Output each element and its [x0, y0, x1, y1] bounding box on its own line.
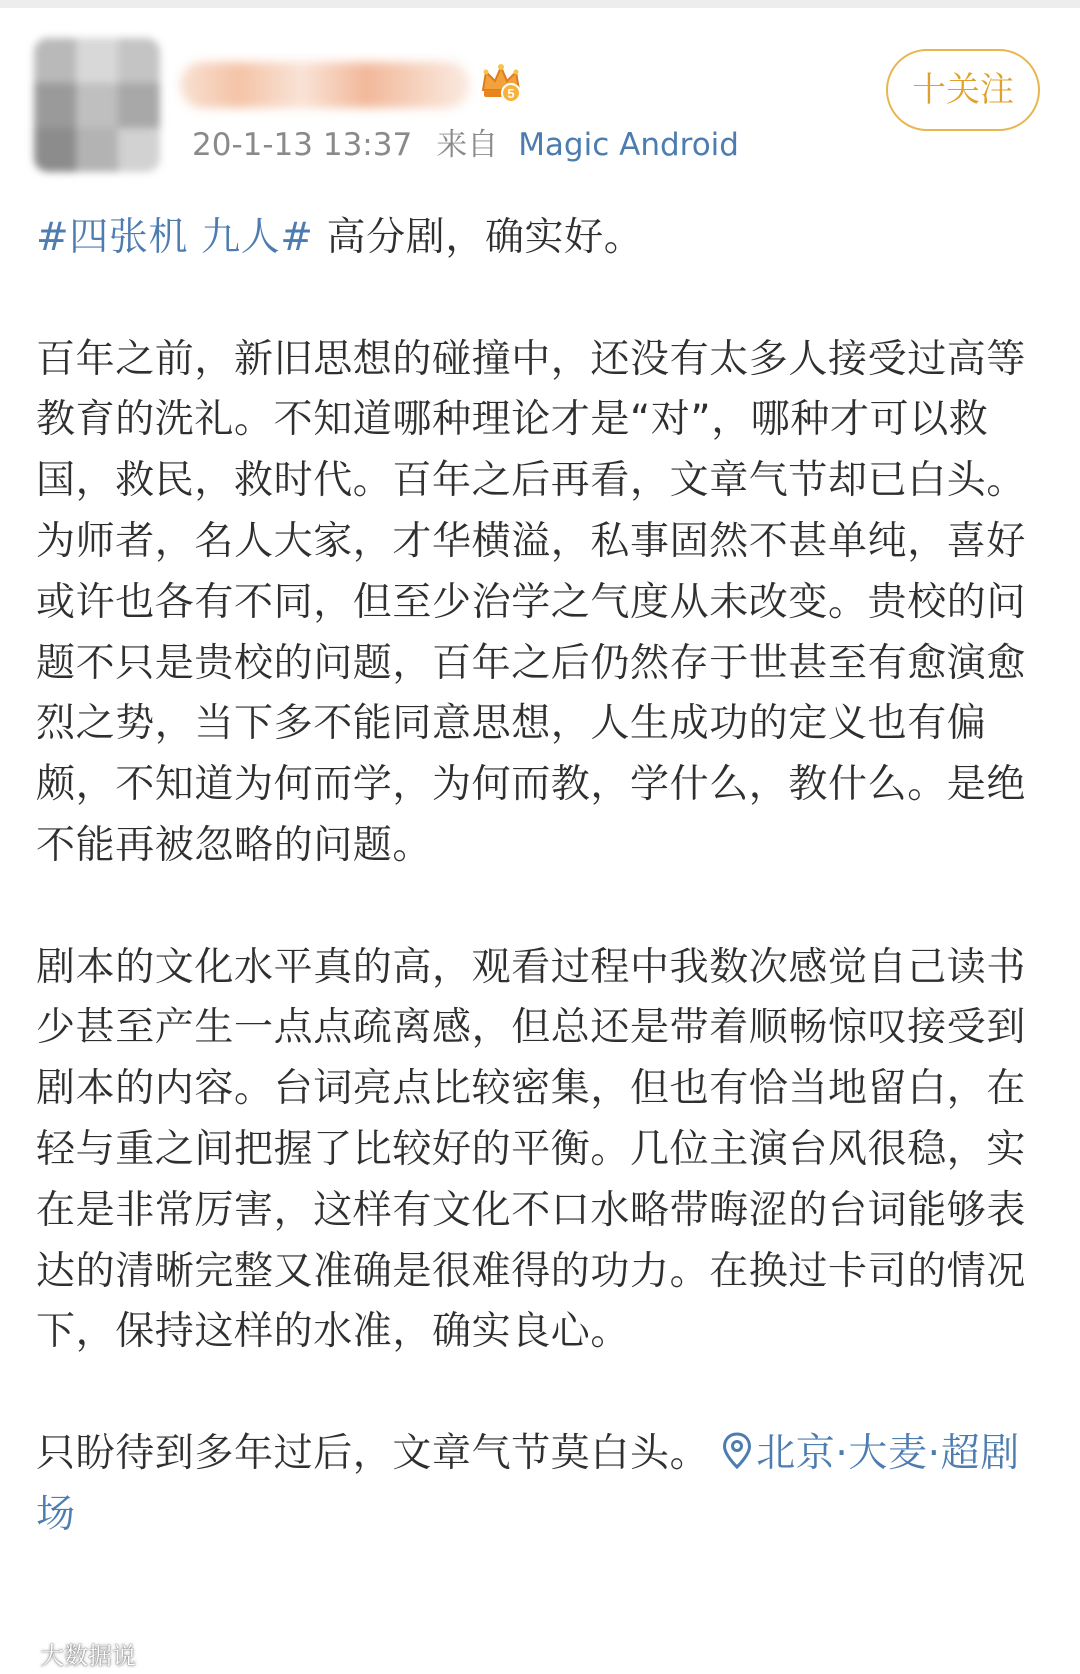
location-pin-icon — [722, 1432, 752, 1470]
weibo-logo-icon — [8, 1643, 38, 1669]
intro-text: 高分剧，确实好。 — [313, 215, 644, 260]
post-meta — [192, 125, 739, 165]
post-paragraph: 剧本的文化水平真的高，观看过程中我数次感觉自己读书少甚至产生一点点疏离感，但总还是带着顺畅惊叹接受到剧本的内容。台词亮点比较密集，但也有恰当地留白，在轻与重之间把握了比较好的平衡。几位主演台风很稳，实在是非常厉害，这样有文化不口水略带晦涩的台词能够表达的清晰完整又准确是很难得的功力。在换过卡司的情况下，保持这样的水准，确实良心。 — [36, 944, 1027, 1355]
topic-hashtag-link[interactable]: #四张机 九人# — [36, 215, 314, 260]
post-paragraph: 百年之前，新旧思想的碰撞中，还没有太多人接受过高等教育的洗礼。不知道哪种理论才是“对”，哪种才可以救国，救民，救时代。百年之后再看，文章气节却已白头。为师者，名人大家，才华横溢，私事固然不甚单纯，喜好或许也各有不同，但至少治学之气度从未改变。贵校的问题不只是贵校的问题，百年之后仍然存于世甚至有愈演愈烈之势，当下多不能同意思想，人生成功的定义也有偏颇，不知道为何而学，为何而教，学什么，教什么。是绝不能再被忽略的问题。 — [36, 336, 1027, 868]
source-app-link[interactable]: Magic Android — [518, 127, 739, 163]
username-blurred[interactable] — [180, 62, 470, 108]
closing-text: 只盼待到多年过后，文章气节莫白头。 — [36, 1430, 710, 1476]
post-timestamp: 20-1-13 13:37 — [192, 127, 413, 163]
location-text: 北京·大麦·超剧场 — [36, 1430, 1020, 1537]
vip-level: 5 — [507, 86, 515, 101]
watermark — [8, 1638, 136, 1674]
watermark-text: 大数据说 — [40, 1642, 136, 1670]
post-closing — [36, 1424, 1036, 1546]
vip-crown-icon — [478, 60, 524, 106]
weibo-post-card — [0, 8, 1080, 1672]
top-divider — [0, 0, 1080, 8]
source-prefix: 来自 — [436, 127, 499, 163]
follow-button[interactable]: 十关注 — [886, 49, 1040, 131]
avatar[interactable] — [34, 38, 160, 172]
post-content — [36, 208, 1036, 1546]
post-intro — [36, 208, 1036, 269]
